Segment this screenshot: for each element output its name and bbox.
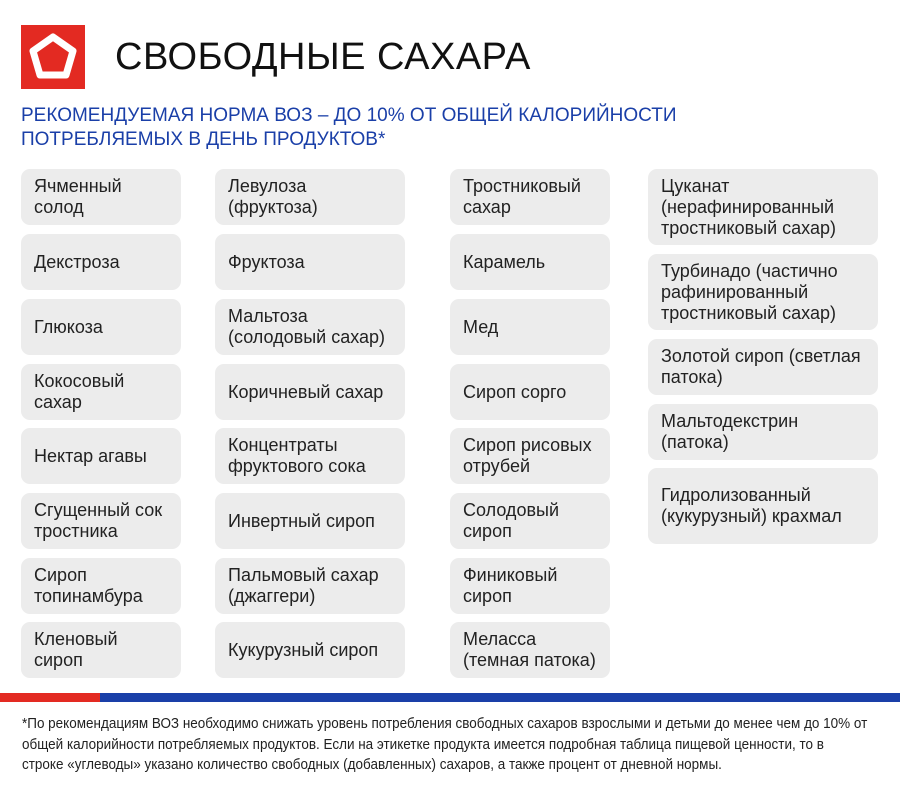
sugar-name-card: Сгущенный сок тростника: [21, 493, 181, 549]
sugar-name-card: Мальтодекстрин (патока): [648, 404, 878, 460]
sugar-name-card: Меласса (темная патока): [450, 622, 610, 678]
sugar-name-card: Декстроза: [21, 234, 181, 290]
sugar-name-card: Сироп рисовых отрубей: [450, 428, 610, 484]
page-title: СВОБОДНЫЕ САХАРА: [115, 36, 531, 78]
pentagon-logo-icon: [21, 25, 85, 89]
subtitle-line: ПОТРЕБЛЯЕМЫХ В ДЕНЬ ПРОДУКТОВ*: [21, 129, 386, 150]
sugar-name-card: Золотой сироп (светлая патока): [648, 339, 878, 395]
subtitle-line: РЕКОМЕНДУЕМАЯ НОРМА ВОЗ – ДО 10% ОТ ОБЩЕЙ КАЛОРИЙНОСТИ: [21, 105, 677, 126]
footnote: *По рекомендациям ВОЗ необходимо снижать уровень потребления свободных сахаров взрослыми и детьми до менее чем до 10% от общей калорийности потребляемых продуктов. Если на этикетке продукта имеется подробная таблица пищевой ценности, то в строке «углеводы» указано количество свободных (добавленных) сахаров, а также процент от дневной нормы.: [22, 716, 868, 773]
sugar-name-card: Кукурузный сироп: [215, 622, 405, 678]
subtitle: [21, 104, 721, 152]
sugar-name-card: Концентраты фруктового сока: [215, 428, 405, 484]
sugar-name-card: Мед: [450, 299, 610, 355]
sugar-name-card: Тростниковый сахар: [450, 169, 610, 225]
sugar-name-card: Кокосовый сахар: [21, 364, 181, 420]
logo: [21, 25, 85, 89]
sugar-name-card: Сироп сорго: [450, 364, 610, 420]
sugar-name-card: Солодовый сироп: [450, 493, 610, 549]
sugar-name-card: Цуканат (нерафинированный тростниковый сахар): [648, 169, 878, 245]
red-stripe: [0, 693, 100, 702]
blue-stripe: [100, 693, 900, 702]
sugar-name-card: Инвертный сироп: [215, 493, 405, 549]
sugar-name-card: Сироп топинамбура: [21, 558, 181, 614]
sugar-name-card: Финиковый сироп: [450, 558, 610, 614]
sugar-name-card: Левулоза (фруктоза): [215, 169, 405, 225]
sugar-name-card: Глюкоза: [21, 299, 181, 355]
sugar-name-card: Ячменный солод: [21, 169, 181, 225]
sugar-name-card: Турбинадо (частично рафинированный тростниковый сахар): [648, 254, 878, 330]
sugar-name-card: Пальмовый сахар (джаггери): [215, 558, 405, 614]
sugar-name-card: Карамель: [450, 234, 610, 290]
sugar-name-card: Мальтоза (солодовый сахар): [215, 299, 405, 355]
sugar-name-card: Нектар агавы: [21, 428, 181, 484]
sugar-name-card: Гидролизованный (кукурузный) крахмал: [648, 468, 878, 544]
sugar-name-card: Фруктоза: [215, 234, 405, 290]
sugar-name-card: Кленовый сироп: [21, 622, 181, 678]
sugar-name-card: Коричневый сахар: [215, 364, 405, 420]
